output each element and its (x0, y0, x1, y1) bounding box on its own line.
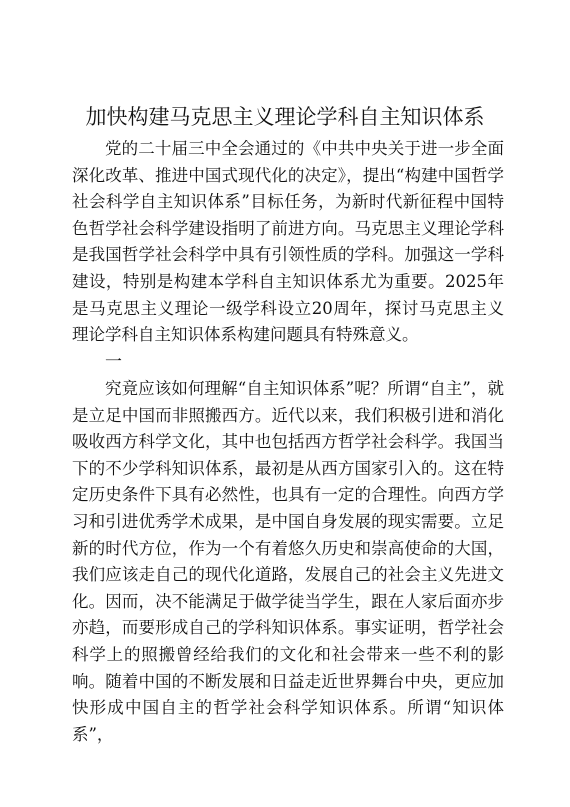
paragraph-intro: 党的二十届三中全会通过的《中共中央关于进一步全面深化改革、推进中国式现代化的决定》，提出“构建中国哲学社会科学自主知识体系”目标任务，为新时代新征程中国特色哲学社会科学建设指明了前进方向。马克思主义理论学科是我国哲学社会科学中具有引领性质的学科。加强这一学科建设，特别是构建本学科自主知识体系尤为重要。2025年是马克思主义理论一级学科设立20周年，探讨马克思主义理论学科自主知识体系构建问题具有特殊意义。 (72, 139, 504, 345)
section-number: 一 (105, 352, 122, 372)
paragraph-section-one: 究竟应该如何理解“自主知识体系”呢？所谓“自主”，就是立足中国而非照搬西方。近代以来，我们积极引进和消化吸收西方科学文化，其中也包括西方哲学社会科学。我国当下的不少学科知识体系，最初是从西方国家引入的。这在特定历史条件下具有必然性，也具有一定的合理性。向西方学习和引进优秀学术成果，是中国自身发展的现实需要。立足新的时代方位，作为一个有着悠久历史和崇高使命的大国，我们应该走自己的现代化道路，发展自己的社会主义先进文化。因而，决不能满足于做学徒当学生，跟在人家后面亦步亦趋，而要形成自己的学科知识体系。事实证明，哲学社会科学上的照搬曾经给我们的文化和社会带来一些不利的影响。随着中国的不断发展和日益走近世界舞台中央，更应加快形成中国自主的哲学社会科学知识体系。所谓“知识体系”， (72, 379, 504, 744)
article-title: 加快构建马克思主义理论学科自主知识体系 (85, 105, 485, 129)
